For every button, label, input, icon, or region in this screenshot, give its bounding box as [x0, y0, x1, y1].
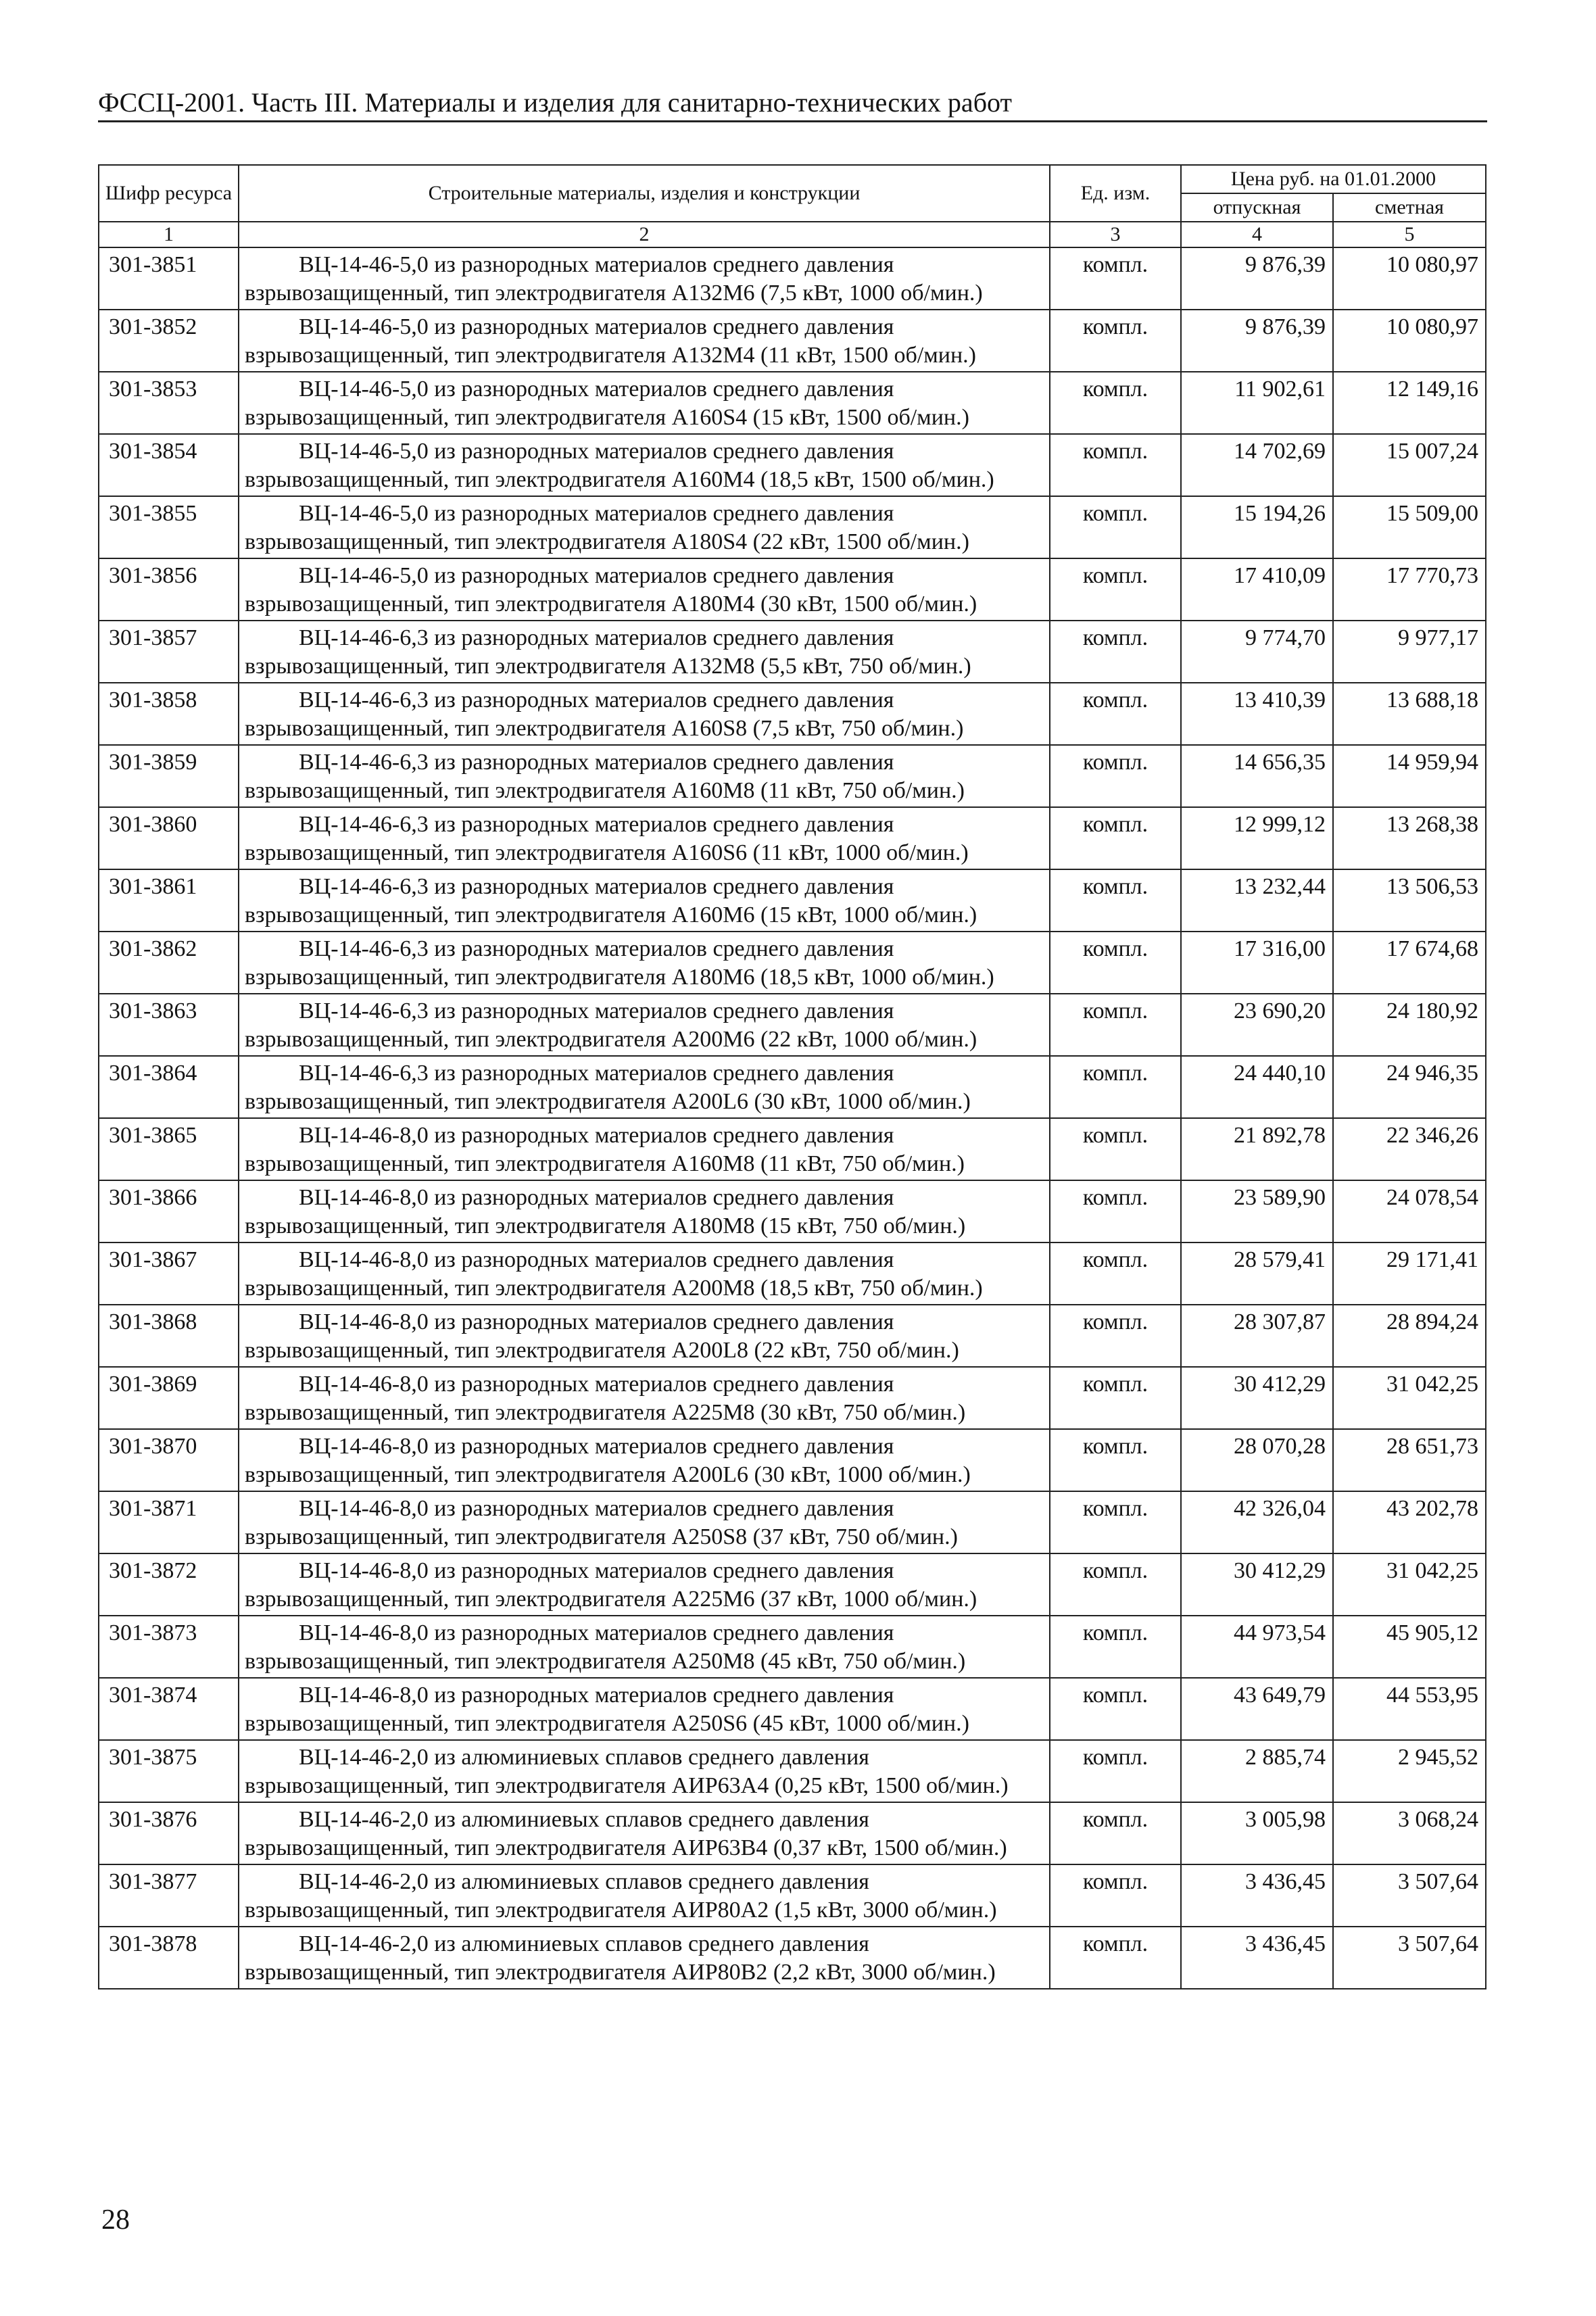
table-row [99, 1616, 1486, 1678]
resource-code: 301-3867 [99, 1243, 239, 1305]
unit-of-measure: компл. [1050, 683, 1181, 745]
release-price: 28 579,41 [1181, 1243, 1333, 1305]
unit-of-measure: компл. [1050, 807, 1181, 869]
unit-of-measure: компл. [1050, 1491, 1181, 1553]
estimate-price: 31 042,25 [1333, 1367, 1486, 1429]
unit-of-measure: компл. [1050, 1678, 1181, 1740]
unit-of-measure: компл. [1050, 1616, 1181, 1678]
item-description: ВЦ-14-46-2,0 из алюминиевых сплавов среднего давления взрывозащищенный, тип электродвигателя АИР63В4 (0,37 кВт, 1500 об/мин.) [239, 1802, 1050, 1864]
estimate-price: 15 509,00 [1333, 496, 1486, 558]
release-price: 43 649,79 [1181, 1678, 1333, 1740]
item-description: ВЦ-14-46-8,0 из разнородных материалов среднего давления взрывозащищенный, тип электродвигателя А225М8 (30 кВт, 750 об/мин.) [239, 1367, 1050, 1429]
resource-code: 301-3864 [99, 1056, 239, 1118]
item-description: ВЦ-14-46-8,0 из разнородных материалов среднего давления взрывозащищенный, тип электродвигателя А250М8 (45 кВт, 750 об/мин.) [239, 1616, 1050, 1678]
table-row [99, 621, 1486, 683]
item-description: ВЦ-14-46-6,3 из разнородных материалов среднего давления взрывозащищенный, тип электродвигателя А160М8 (11 кВт, 750 об/мин.) [239, 745, 1050, 807]
unit-of-measure: компл. [1050, 869, 1181, 932]
estimate-price: 28 894,24 [1333, 1305, 1486, 1367]
table-row [99, 1491, 1486, 1553]
estimate-price: 43 202,78 [1333, 1491, 1486, 1553]
release-price: 15 194,26 [1181, 496, 1333, 558]
column-number-4: 4 [1181, 222, 1333, 247]
estimate-price: 24 078,54 [1333, 1180, 1486, 1243]
estimate-price: 28 651,73 [1333, 1429, 1486, 1491]
table-row [99, 1180, 1486, 1243]
unit-of-measure: компл. [1050, 1553, 1181, 1616]
release-price: 24 440,10 [1181, 1056, 1333, 1118]
resource-code: 301-3870 [99, 1429, 239, 1491]
unit-of-measure: компл. [1050, 1802, 1181, 1864]
price-table-container [98, 164, 1485, 1989]
release-price: 3 005,98 [1181, 1802, 1333, 1864]
resource-code: 301-3875 [99, 1740, 239, 1802]
table-row [99, 869, 1486, 932]
resource-code: 301-3868 [99, 1305, 239, 1367]
release-price: 9 876,39 [1181, 247, 1333, 310]
unit-of-measure: компл. [1050, 621, 1181, 683]
release-price: 17 316,00 [1181, 932, 1333, 994]
estimate-price: 44 553,95 [1333, 1678, 1486, 1740]
unit-of-measure: компл. [1050, 1367, 1181, 1429]
table-row [99, 247, 1486, 310]
item-description: ВЦ-14-46-8,0 из разнородных материалов среднего давления взрывозащищенный, тип электродвигателя А225М6 (37 кВт, 1000 об/мин.) [239, 1553, 1050, 1616]
release-price: 9 876,39 [1181, 310, 1333, 372]
estimate-price: 31 042,25 [1333, 1553, 1486, 1616]
table-row [99, 1553, 1486, 1616]
item-description: ВЦ-14-46-6,3 из разнородных материалов среднего давления взрывозащищенный, тип электродвигателя А160S6 (11 кВт, 1000 об/мин.) [239, 807, 1050, 869]
unit-of-measure: компл. [1050, 310, 1181, 372]
item-description: ВЦ-14-46-5,0 из разнородных материалов среднего давления взрывозащищенный, тип электродвигателя А160S4 (15 кВт, 1500 об/мин.) [239, 372, 1050, 434]
resource-code: 301-3852 [99, 310, 239, 372]
resource-code: 301-3857 [99, 621, 239, 683]
item-description: ВЦ-14-46-6,3 из разнородных материалов среднего давления взрывозащищенный, тип электродвигателя А200М6 (22 кВт, 1000 об/мин.) [239, 994, 1050, 1056]
price-table [98, 164, 1486, 1989]
estimate-price: 12 149,16 [1333, 372, 1486, 434]
unit-of-measure: компл. [1050, 1180, 1181, 1243]
unit-of-measure: компл. [1050, 1927, 1181, 1989]
item-description: ВЦ-14-46-5,0 из разнородных материалов среднего давления взрывозащищенный, тип электродвигателя А132М6 (7,5 кВт, 1000 об/мин.) [239, 247, 1050, 310]
table-row [99, 1056, 1486, 1118]
item-description: ВЦ-14-46-8,0 из разнородных материалов среднего давления взрывозащищенный, тип электродвигателя А250S8 (37 кВт, 750 об/мин.) [239, 1491, 1050, 1553]
unit-of-measure: компл. [1050, 1864, 1181, 1927]
page-number: 28 [101, 2204, 130, 2236]
release-price: 11 902,61 [1181, 372, 1333, 434]
estimate-price: 13 506,53 [1333, 869, 1486, 932]
item-description: ВЦ-14-46-6,3 из разнородных материалов среднего давления взрывозащищенный, тип электродвигателя А132М8 (5,5 кВт, 750 об/мин.) [239, 621, 1050, 683]
estimate-price: 22 346,26 [1333, 1118, 1486, 1180]
estimate-price: 24 180,92 [1333, 994, 1486, 1056]
header-estimate-price: сметная [1333, 193, 1486, 222]
table-row [99, 558, 1486, 621]
unit-of-measure: компл. [1050, 1429, 1181, 1491]
unit-of-measure: компл. [1050, 994, 1181, 1056]
release-price: 17 410,09 [1181, 558, 1333, 621]
release-price: 13 410,39 [1181, 683, 1333, 745]
resource-code: 301-3853 [99, 372, 239, 434]
header-name: Строительные материалы, изделия и конструкции [239, 165, 1050, 222]
table-row [99, 372, 1486, 434]
item-description: ВЦ-14-46-5,0 из разнородных материалов среднего давления взрывозащищенный, тип электродвигателя А132М4 (11 кВт, 1500 об/мин.) [239, 310, 1050, 372]
resource-code: 301-3860 [99, 807, 239, 869]
release-price: 13 232,44 [1181, 869, 1333, 932]
column-number-5: 5 [1333, 222, 1486, 247]
release-price: 28 070,28 [1181, 1429, 1333, 1491]
estimate-price: 45 905,12 [1333, 1616, 1486, 1678]
table-row [99, 1864, 1486, 1927]
release-price: 42 326,04 [1181, 1491, 1333, 1553]
release-price: 30 412,29 [1181, 1553, 1333, 1616]
table-row [99, 1429, 1486, 1491]
header-unit: Ед. изм. [1050, 165, 1181, 222]
release-price: 3 436,45 [1181, 1927, 1333, 1989]
estimate-price: 2 945,52 [1333, 1740, 1486, 1802]
resource-code: 301-3874 [99, 1678, 239, 1740]
release-price: 23 690,20 [1181, 994, 1333, 1056]
estimate-price: 13 688,18 [1333, 683, 1486, 745]
resource-code: 301-3865 [99, 1118, 239, 1180]
resource-code: 301-3858 [99, 683, 239, 745]
unit-of-measure: компл. [1050, 496, 1181, 558]
item-description: ВЦ-14-46-5,0 из разнородных материалов среднего давления взрывозащищенный, тип электродвигателя А180S4 (22 кВт, 1500 об/мин.) [239, 496, 1050, 558]
resource-code: 301-3856 [99, 558, 239, 621]
table-row [99, 1802, 1486, 1864]
unit-of-measure: компл. [1050, 558, 1181, 621]
release-price: 3 436,45 [1181, 1864, 1333, 1927]
item-description: ВЦ-14-46-6,3 из разнородных материалов среднего давления взрывозащищенный, тип электродвигателя А180М6 (18,5 кВт, 1000 об/мин.) [239, 932, 1050, 994]
table-row [99, 1367, 1486, 1429]
item-description: ВЦ-14-46-6,3 из разнородных материалов среднего давления взрывозащищенный, тип электродвигателя А160S8 (7,5 кВт, 750 об/мин.) [239, 683, 1050, 745]
item-description: ВЦ-14-46-8,0 из разнородных материалов среднего давления взрывозащищенный, тип электродвигателя А200L8 (22 кВт, 750 об/мин.) [239, 1305, 1050, 1367]
item-description: ВЦ-14-46-8,0 из разнородных материалов среднего давления взрывозащищенный, тип электродвигателя А250S6 (45 кВт, 1000 об/мин.) [239, 1678, 1050, 1740]
item-description: ВЦ-14-46-2,0 из алюминиевых сплавов среднего давления взрывозащищенный, тип электродвигателя АИР63А4 (0,25 кВт, 1500 об/мин.) [239, 1740, 1050, 1802]
resource-code: 301-3878 [99, 1927, 239, 1989]
unit-of-measure: компл. [1050, 247, 1181, 310]
header-price-group: Цена руб. на 01.01.2000 [1181, 165, 1486, 193]
resource-code: 301-3859 [99, 745, 239, 807]
unit-of-measure: компл. [1050, 745, 1181, 807]
estimate-price: 17 770,73 [1333, 558, 1486, 621]
table-row [99, 1305, 1486, 1367]
resource-code: 301-3876 [99, 1802, 239, 1864]
item-description: ВЦ-14-46-6,3 из разнородных материалов среднего давления взрывозащищенный, тип электродвигателя А200L6 (30 кВт, 1000 об/мин.) [239, 1056, 1050, 1118]
table-row [99, 1927, 1486, 1989]
item-description: ВЦ-14-46-8,0 из разнородных материалов среднего давления взрывозащищенный, тип электродвигателя А160М8 (11 кВт, 750 об/мин.) [239, 1118, 1050, 1180]
header-code: Шифр ресурса [99, 165, 239, 222]
release-price: 14 702,69 [1181, 434, 1333, 496]
resource-code: 301-3855 [99, 496, 239, 558]
unit-of-measure: компл. [1050, 1056, 1181, 1118]
table-row [99, 994, 1486, 1056]
resource-code: 301-3861 [99, 869, 239, 932]
release-price: 23 589,90 [1181, 1180, 1333, 1243]
estimate-price: 29 171,41 [1333, 1243, 1486, 1305]
estimate-price: 3 507,64 [1333, 1864, 1486, 1927]
table-row [99, 932, 1486, 994]
item-description: ВЦ-14-46-2,0 из алюминиевых сплавов среднего давления взрывозащищенный, тип электродвигателя АИР80А2 (1,5 кВт, 3000 об/мин.) [239, 1864, 1050, 1927]
resource-code: 301-3872 [99, 1553, 239, 1616]
estimate-price: 10 080,97 [1333, 310, 1486, 372]
table-row [99, 1243, 1486, 1305]
column-number-3: 3 [1050, 222, 1181, 247]
estimate-price: 9 977,17 [1333, 621, 1486, 683]
table-row [99, 310, 1486, 372]
estimate-price: 17 674,68 [1333, 932, 1486, 994]
resource-code: 301-3871 [99, 1491, 239, 1553]
resource-code: 301-3869 [99, 1367, 239, 1429]
item-description: ВЦ-14-46-8,0 из разнородных материалов среднего давления взрывозащищенный, тип электродвигателя А180М8 (15 кВт, 750 об/мин.) [239, 1180, 1050, 1243]
table-row [99, 683, 1486, 745]
estimate-price: 3 507,64 [1333, 1927, 1486, 1989]
estimate-price: 10 080,97 [1333, 247, 1486, 310]
release-price: 9 774,70 [1181, 621, 1333, 683]
resource-code: 301-3873 [99, 1616, 239, 1678]
item-description: ВЦ-14-46-5,0 из разнородных материалов среднего давления взрывозащищенный, тип электродвигателя А180М4 (30 кВт, 1500 об/мин.) [239, 558, 1050, 621]
item-description: ВЦ-14-46-8,0 из разнородных материалов среднего давления взрывозащищенный, тип электродвигателя А200М8 (18,5 кВт, 750 об/мин.) [239, 1243, 1050, 1305]
item-description: ВЦ-14-46-6,3 из разнородных материалов среднего давления взрывозащищенный, тип электродвигателя А160М6 (15 кВт, 1000 об/мин.) [239, 869, 1050, 932]
page-header: ФССЦ-2001. Часть III. Материалы и изделия для санитарно-технических работ [98, 87, 1012, 118]
unit-of-measure: компл. [1050, 1243, 1181, 1305]
table-row [99, 1678, 1486, 1740]
resource-code: 301-3863 [99, 994, 239, 1056]
unit-of-measure: компл. [1050, 434, 1181, 496]
release-price: 28 307,87 [1181, 1305, 1333, 1367]
release-price: 30 412,29 [1181, 1367, 1333, 1429]
estimate-price: 3 068,24 [1333, 1802, 1486, 1864]
unit-of-measure: компл. [1050, 1118, 1181, 1180]
unit-of-measure: компл. [1050, 932, 1181, 994]
release-price: 12 999,12 [1181, 807, 1333, 869]
resource-code: 301-3851 [99, 247, 239, 310]
resource-code: 301-3866 [99, 1180, 239, 1243]
table-row [99, 807, 1486, 869]
table-body [99, 247, 1486, 1989]
unit-of-measure: компл. [1050, 372, 1181, 434]
estimate-price: 15 007,24 [1333, 434, 1486, 496]
table-row [99, 1118, 1486, 1180]
header-release-price: отпускная [1181, 193, 1333, 222]
item-description: ВЦ-14-46-2,0 из алюминиевых сплавов среднего давления взрывозащищенный, тип электродвигателя АИР80В2 (2,2 кВт, 3000 об/мин.) [239, 1927, 1050, 1989]
column-number-1: 1 [99, 222, 239, 247]
release-price: 14 656,35 [1181, 745, 1333, 807]
resource-code: 301-3877 [99, 1864, 239, 1927]
estimate-price: 14 959,94 [1333, 745, 1486, 807]
release-price: 21 892,78 [1181, 1118, 1333, 1180]
item-description: ВЦ-14-46-5,0 из разнородных материалов среднего давления взрывозащищенный, тип электродвигателя А160М4 (18,5 кВт, 1500 об/мин.) [239, 434, 1050, 496]
release-price: 44 973,54 [1181, 1616, 1333, 1678]
column-number-2: 2 [239, 222, 1050, 247]
estimate-price: 13 268,38 [1333, 807, 1486, 869]
unit-of-measure: компл. [1050, 1740, 1181, 1802]
release-price: 2 885,74 [1181, 1740, 1333, 1802]
table-row [99, 1740, 1486, 1802]
table-row [99, 496, 1486, 558]
item-description: ВЦ-14-46-8,0 из разнородных материалов среднего давления взрывозащищенный, тип электродвигателя А200L6 (30 кВт, 1000 об/мин.) [239, 1429, 1050, 1491]
resource-code: 301-3862 [99, 932, 239, 994]
table-row [99, 745, 1486, 807]
table-row [99, 434, 1486, 496]
resource-code: 301-3854 [99, 434, 239, 496]
unit-of-measure: компл. [1050, 1305, 1181, 1367]
estimate-price: 24 946,35 [1333, 1056, 1486, 1118]
header-divider [98, 120, 1487, 122]
